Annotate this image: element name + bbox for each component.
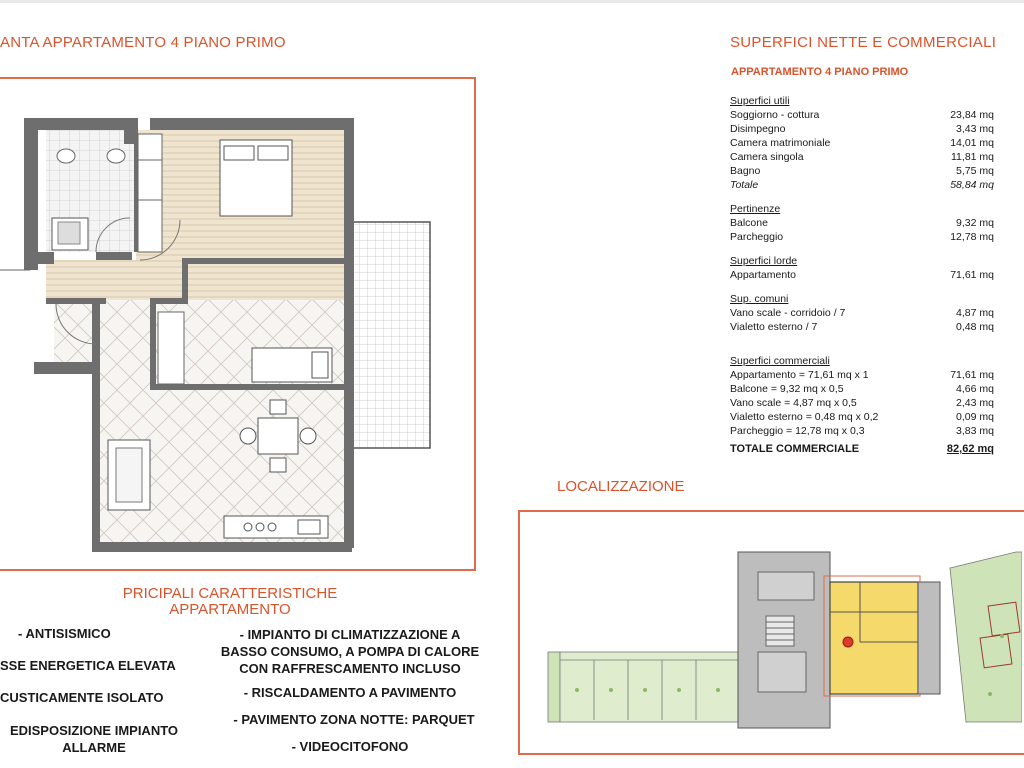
localization-title: LOCALIZZAZIONE — [557, 478, 685, 495]
table-row: Parcheggio = 12,78 mq x 0,3 3,83 mq — [730, 425, 994, 437]
feature-right-4: - VIDEOCITOFONO — [291, 739, 409, 754]
feature-left-1: - ANTISISMICO — [18, 626, 111, 641]
table-row: Disimpegno 3,43 mq — [730, 123, 994, 135]
table-row: Balcone 9,32 mq — [730, 217, 994, 229]
plan-title: ANTA APPARTAMENTO 4 PIANO PRIMO — [0, 34, 286, 51]
surfaces-title: SUPERFICI NETTE E COMMERCIALI — [730, 34, 997, 51]
table-row: Parcheggio 12,78 mq — [730, 231, 994, 243]
table-row: Vano scale - corridoio / 7 4,87 mq — [730, 307, 994, 319]
table-section-header: Superfici utili — [730, 95, 790, 107]
feature-left-4 — [0, 722, 234, 756]
table-row: Soggiorno - cottura 23,84 mq — [730, 109, 994, 121]
feature-left-4-line-1: EDISPOSIZIONE IMPIANTO — [9, 723, 179, 738]
feature-right-1 — [210, 626, 490, 677]
table-section-header: Pertinenze — [730, 203, 781, 215]
features-title-line-2: APPARTAMENTO — [169, 601, 291, 618]
table-row: Vialetto esterno = 0,48 mq x 0,2 0,09 mq — [730, 411, 994, 423]
features-title — [50, 586, 410, 618]
features-title-line-1: PRICIPALI CARATTERISTICHE — [122, 585, 338, 602]
surfaces-table — [730, 94, 994, 456]
feature-right-1-line-1: - IMPIANTO DI CLIMATIZZAZIONE A — [239, 627, 461, 642]
feature-right-2: - RISCALDAMENTO A PAVIMENTO — [243, 685, 457, 700]
table-section-header: Sup. comuni — [730, 293, 789, 305]
floor-plan-drawing — [0, 80, 476, 570]
table-row: Appartamento 71,61 mq — [730, 269, 994, 281]
table-total-row: Totale 58,84 mq — [730, 179, 994, 191]
feature-left-3: CUSTICAMENTE ISOLATO — [0, 690, 164, 705]
table-row: Vialetto esterno / 7 0,48 mq — [730, 321, 994, 333]
feature-right-3: - PAVIMENTO ZONA NOTTE: PARQUET — [233, 712, 475, 727]
surfaces-subtitle: APPARTAMENTO 4 PIANO PRIMO — [731, 66, 909, 78]
total-commercial-row: TOTALE COMMERCIALE 82,62 mq — [730, 443, 994, 455]
table-row: Camera matrimoniale 14,01 mq — [730, 137, 994, 149]
table-row: Appartamento = 71,61 mq x 1 71,61 mq — [730, 369, 994, 381]
feature-left-4-line-2: ALLARME — [62, 740, 126, 755]
table-section-header: Superfici lorde — [730, 255, 798, 267]
table-row: Balcone = 9,32 mq x 0,5 4,66 mq — [730, 383, 994, 395]
feature-right-1-line-2: BASSO CONSUMO, A POMPA DI CALORE — [220, 644, 480, 659]
feature-right-1-line-3: CON RAFFRESCAMENTO INCLUSO — [239, 661, 461, 676]
table-row: Bagno 5,75 mq — [730, 165, 994, 177]
table-row: Vano scale = 4,87 mq x 0,5 2,43 mq — [730, 397, 994, 409]
feature-left-2: SSE ENERGETICA ELEVATA — [0, 658, 176, 673]
site-plan-drawing — [520, 512, 1022, 753]
top-divider — [0, 0, 1024, 3]
table-row: Camera singola 11,81 mq — [730, 151, 994, 163]
table-section-header: Superfici commerciali — [730, 355, 830, 367]
